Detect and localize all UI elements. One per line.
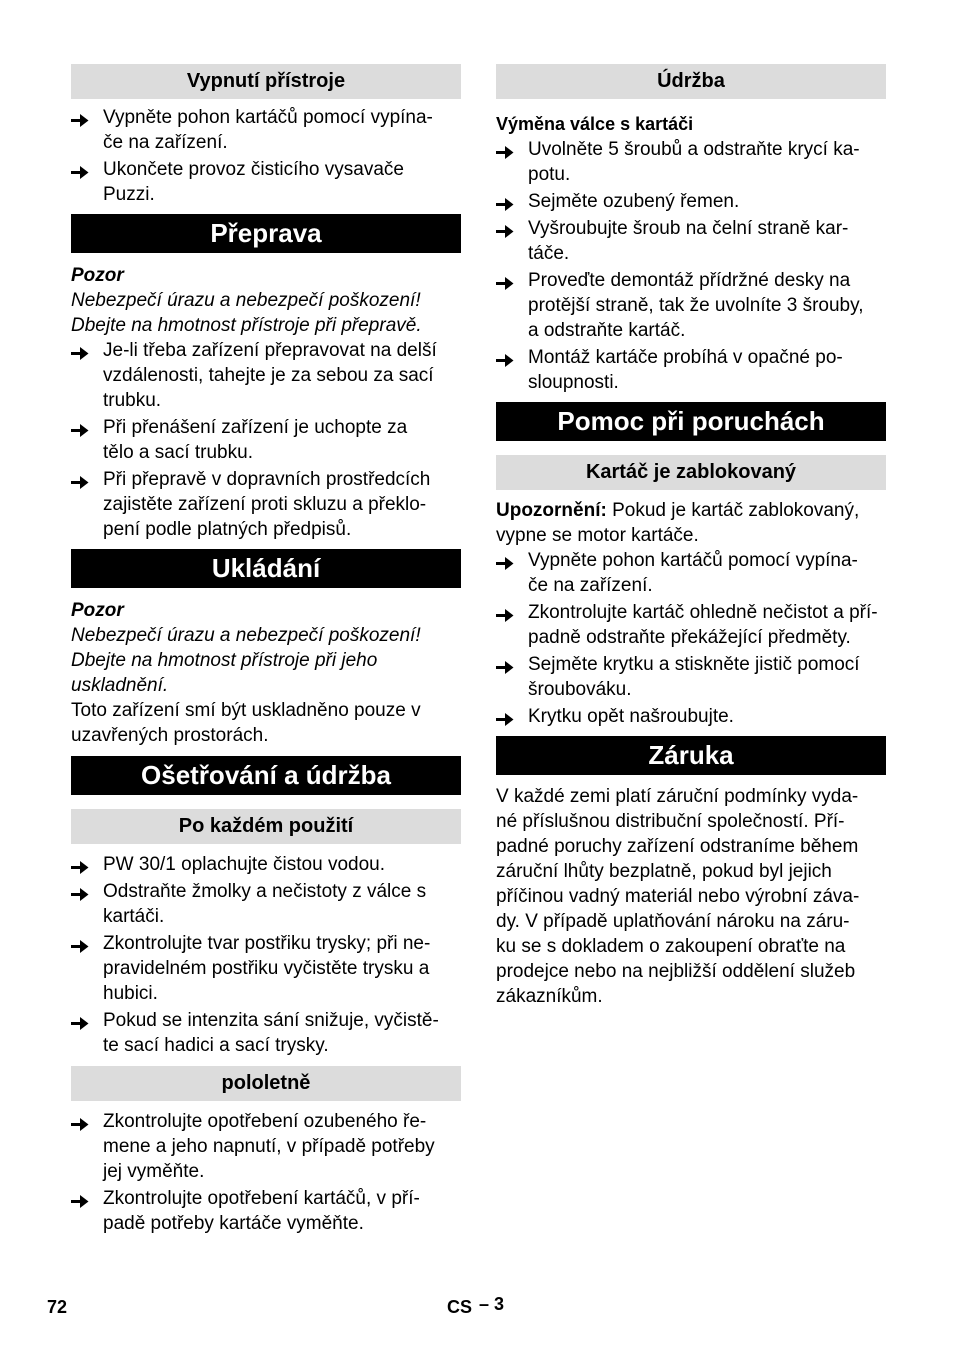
list-item-text: Odstraňte žmolky a nečistoty z válce s kartáči. [103,881,427,927]
list-item-text: Vyšroubujte šroub na čelní straně kar- táče. [528,218,849,264]
list-item-text: Uvolněte 5 šroubů a odstraňte krycí ka- potu. [528,139,860,185]
list-item-text: Při přepravě v dopravních prostředcích zajistěte zařízení proti skluzu a překlo- pení podle platných předpisů. [103,469,431,540]
arrow-right-icon [496,273,514,288]
list-item [71,1008,461,1058]
caution-label: Pozor [71,600,124,621]
arrow-right-icon [71,420,89,435]
list-item-text: Při přenášení zařízení je uchopte za tělo a sací trubku. [103,417,408,463]
arrow-right-icon [496,142,514,157]
section-heading-osetrovani: Ošetřování a údržba [71,756,461,795]
bullet-list [71,338,461,542]
arrow-right-icon [71,936,89,951]
storage-text: Toto zařízení smí být uskladněno pouze v uzavřených prostorách. [71,700,421,746]
arrow-right-icon [496,605,514,620]
section-heading-pomoc: Pomoc při poruchách [496,402,886,441]
section-heading-udrzba: Údržba [496,64,886,99]
list-item [71,415,461,465]
list-item [71,157,461,207]
subsection-heading-pololetne: pololetně [71,1066,461,1101]
warranty-text: V každé zemi platí záruční podmínky vyda- né příslušnou distribuční společností. Pří- padné poruchy zařízení odstraníme během záruční lhůty bezplatně, pokud byl jejich příčinou vadný materiál nebo výrobní záva- dy. V případě uplatňování nároku na záru- ku se s dokladem o zakoupení obraťte na prodejce nebo na nejbližší oddělení služeb zákazníkům. [496,786,860,1007]
footer-section: – 3 [479,1294,505,1314]
arrow-right-icon [496,657,514,672]
bullet-list [71,1109,461,1236]
arrow-right-icon [496,709,514,724]
subsection-title-vymena-valce: Výměna válce s kartáči [496,114,694,134]
bullet-list [71,105,461,207]
list-item [71,105,461,155]
list-item [71,1109,461,1184]
warning-text: Nebezpečí úrazu a nebezpečí poškození! Dbejte na hmotnost přístroje při jeho uskladnění. [71,625,421,696]
list-item [71,931,461,1006]
list-item-text: Krytku opět našroubujte. [528,706,734,727]
list-item-text: Montáž kartáče probíhá v opačné po- sloupnosti. [528,347,843,393]
caution-label: Pozor [71,265,124,286]
subsection-heading-po-kazdem-pouziti: Po každém použití [71,809,461,844]
list-item [71,1186,461,1236]
list-item-text: Je-li třeba zařízení přepravovat na delší vzdálenosti, tahejte je za sebou za sací trubku. [103,340,437,411]
left-column [71,64,461,1238]
section-heading-ukladani: Ukládání [71,549,461,588]
arrow-right-icon [71,343,89,358]
list-item-text: PW 30/1 oplachujte čistou vodou. [103,854,386,875]
list-item [71,338,461,413]
footer-section-label [447,1294,505,1318]
arrow-right-icon [496,194,514,209]
arrow-right-icon [71,1114,89,1129]
arrow-right-icon [71,884,89,899]
list-item [496,268,886,343]
section-heading-zaruka: Záruka [496,736,886,775]
list-item-text: Zkontrolujte opotřebení ozubeného ře- mene a jeho napnutí, v případě potřeby jej vyměňte. [103,1111,435,1182]
list-item [71,852,461,877]
arrow-right-icon [496,553,514,568]
arrow-right-icon [71,110,89,125]
list-item-text: Vypněte pohon kartáčů pomocí vypína- če na zařízení. [528,550,858,596]
list-item-text: Ukončete provoz čisticího vysavače Puzzi. [103,159,404,205]
bullet-list [496,548,886,729]
arrow-right-icon [496,221,514,236]
list-item [496,137,886,187]
list-item-text: Sejměte krytku a stiskněte jistič pomocí šroubováku. [528,654,860,700]
arrow-right-icon [71,1191,89,1206]
arrow-right-icon [71,857,89,872]
list-item [71,467,461,542]
list-item [496,704,886,729]
list-item [71,879,461,929]
list-item-text: Proveďte demontáž přídržné desky na protější straně, tak že uvolníte 3 šrouby, a odstraňte kartáč. [528,270,864,341]
list-item [496,216,886,266]
list-item-text: Zkontrolujte kartáč ohledně nečistot a pří- padně odstraňte překážející předměty. [528,602,878,648]
list-item-text: Zkontrolujte tvar postřiku trysky; při ne- pravidelném postřiku vyčistěte trysku a hubici. [103,933,431,1004]
list-item [496,548,886,598]
bullet-list [71,852,461,1058]
list-item [496,600,886,650]
note-label: Upozornění: [496,500,607,521]
bullet-list [496,137,886,395]
list-item [496,652,886,702]
arrow-right-icon [496,350,514,365]
arrow-right-icon [71,472,89,487]
warning-text: Nebezpečí úrazu a nebezpečí poškození! Dbejte na hmotnost přístroje při přepravě. [71,290,422,336]
list-item [496,189,886,214]
arrow-right-icon [71,162,89,177]
section-heading-vypnuti: Vypnutí přístroje [71,64,461,99]
arrow-right-icon [71,1013,89,1028]
footer-lang: CS [447,1297,473,1317]
list-item-text: Zkontrolujte opotřebení kartáčů, v pří- padě potřeby kartáče vyměňte. [103,1188,420,1234]
subsection-heading-kartac-zablokovany: Kartáč je zablokovaný [496,455,886,490]
list-item-text: Vypněte pohon kartáčů pomocí vypína- če na zařízení. [103,107,433,153]
page-number: 72 [47,1297,68,1317]
note-paragraph [496,498,886,548]
list-item-text: Sejměte ozubený řemen. [528,191,740,212]
list-item-text: Pokud se intenzita sání snižuje, vyčistě- te sací hadici a sací trysky. [103,1010,439,1056]
right-column [496,64,886,1009]
list-item [496,345,886,395]
section-heading-preprava: Přeprava [71,214,461,253]
note-text: Pokud je kartáč zablokovaný, vypne se motor kartáče. [496,500,860,546]
